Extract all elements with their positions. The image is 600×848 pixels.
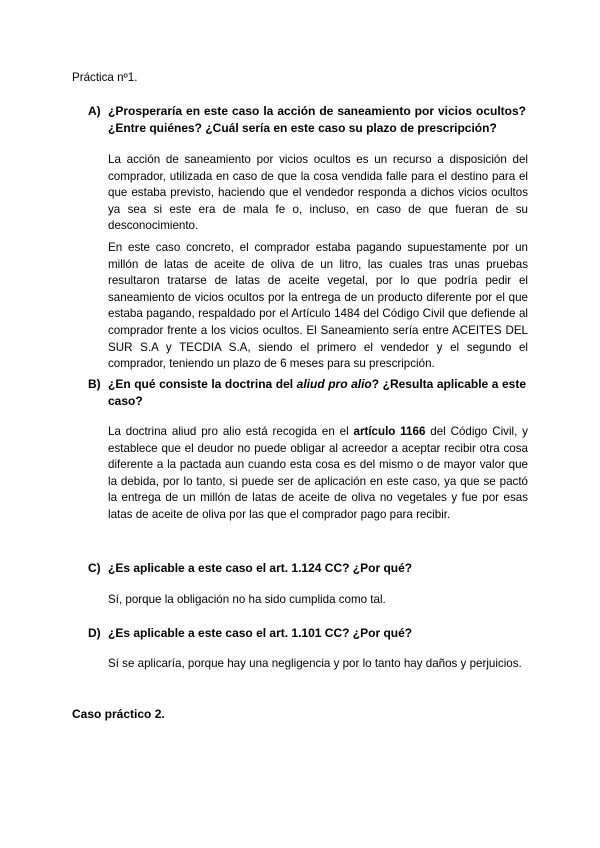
question-b-text-post: ? ¿Resulta aplicable a este caso? — [108, 377, 527, 408]
answer-a-paragraph-1: La acción de saneamiento por vicios ocultos es un recurso a disposición del comprador, utilizada en caso de que la cosa vendida falle para el destino para el que estaba previsto, haciendo que el vendedor responda a dichos vicios ocultos ya sea si este era de mala fe o, incluso, en caso de que fueran de su desconocimiento. — [108, 153, 528, 233]
question-d — [88, 625, 530, 642]
question-b-text-italic: aliud pro alio — [296, 377, 372, 391]
question-d-label: D) — [88, 626, 101, 640]
question-b — [88, 376, 530, 410]
question-c-text: ¿Es aplicable a este caso el art. 1.124 CC? ¿Por qué? — [108, 561, 413, 575]
question-d-text: ¿Es aplicable a este caso el art. 1.101 CC? ¿Por qué? — [108, 626, 413, 640]
question-b-label: B) — [88, 377, 101, 391]
answer-b-pre: La doctrina aliud pro alio está recogida en el — [108, 425, 354, 438]
case-2-title: Caso práctico 2. — [72, 707, 165, 721]
question-b-text-pre: ¿En qué consiste la doctrina del — [108, 377, 297, 391]
question-c-label: C) — [88, 561, 101, 575]
practice-title: Práctica nº1. — [72, 71, 138, 84]
answer-c-paragraph: Sí, porque la obligación no ha sido cumplida como tal. — [108, 593, 386, 606]
question-b-text — [108, 376, 526, 410]
question-a-label: A) — [88, 104, 101, 118]
question-a — [88, 103, 530, 137]
answer-b-bold: artículo 1166 — [353, 425, 426, 438]
question-c — [88, 560, 530, 577]
answer-a-paragraph-2: En este caso concreto, el comprador estaba pagando supuestamente por un millón de latas de aceite de oliva de un litro, las cuales tras unas pruebas resultaron tratarse de latas de aceite vegetal, por lo que podría pedir el saneamiento de vicios ocultos por la entrega de un producto diferente por el que estaba pagando, respaldado por el Artículo 1484 del Código Civil que defiende al comprador frente a los vicios ocultos. El Saneamiento sería entre ACEITES DEL SUR S.A y TECDIA S.A, siendo el primero el vendedor y el segundo el comprador, teniendo un plazo de 6 meses para su prescripción. — [108, 241, 528, 371]
answer-b-post: del Código Civil, y establece que el deudor no puede obligar al acreedor a aceptar recibir otra cosa diferente a la pactada aun cuando esta cosa es del mismo o de mayor valor que la debida, por lo tanto, si puede ser de aplicación en este caso, ya que se pactó la entrega de un millón de latas de aceite de oliva no vegetales y fue por esas latas de aceite de oliva por las que el comprador pago para recibir. — [108, 425, 528, 521]
answer-b-paragraph — [108, 424, 528, 524]
question-a-text: ¿Prosperaría en este caso la acción de saneamiento por vicios ocultos? ¿Entre quiénes? ¿Cuál sería en este caso su plazo de prescripción? — [108, 104, 526, 135]
answer-d-paragraph: Sí se aplicaría, porque hay una negligencia y por lo tanto hay daños y perjuicios. — [108, 657, 522, 670]
